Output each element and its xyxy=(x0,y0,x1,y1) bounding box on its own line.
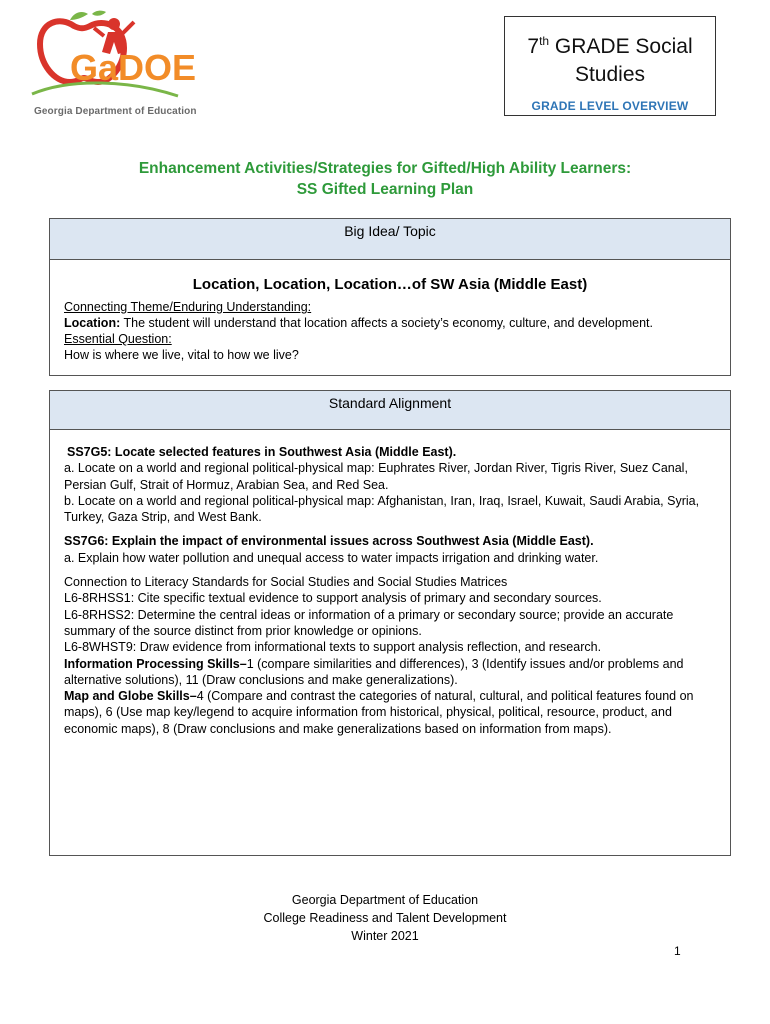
grade-subtitle: GRADE LEVEL OVERVIEW xyxy=(531,99,689,113)
heading-line-1: Enhancement Activities/Strategies for Gifted/High Ability Learners: xyxy=(138,160,632,177)
page-number: 1 xyxy=(674,944,681,958)
standard-g5 xyxy=(64,444,716,525)
standard-alignment-body xyxy=(50,444,730,737)
literacy-rhss2: L6-8RHSS2: Determine the central ideas or information of a primary or secondary source; provide an accurate summary of the source distinct from prior knowledge or opinions. xyxy=(64,607,674,638)
footer-line-3: Winter 2021 xyxy=(351,929,419,943)
info-processing-label: Information Processing Skills– xyxy=(64,656,247,671)
standard-alignment-box xyxy=(49,390,731,856)
logo-text: GaDOE xyxy=(70,47,197,88)
map-globe-text: 4 (Compare and contrast the categories of natural, cultural, and political features found on maps), 6 (Use map key/legend to acquire information from historical, physical, political, resource, product, and economic maps), 8 (Draw conclusions and make generalizations based on information from maps). xyxy=(64,689,694,736)
literacy-connections xyxy=(64,574,716,737)
footer-line-1: Georgia Department of Education xyxy=(291,893,479,907)
heading-line-2: SS Gifted Learning Plan xyxy=(296,181,474,198)
logo-caption: Georgia Department of Education xyxy=(34,106,197,117)
grade-level-box xyxy=(504,16,716,116)
big-idea-header: Big Idea/ Topic xyxy=(50,219,730,260)
standard-alignment-header: Standard Alignment xyxy=(50,391,730,430)
standard-g5-a: a. Locate on a world and regional political-physical map: Euphrates River, Jordan River, Tigris River, Suez Canal, Persian Gulf, Strait of Hormuz, Arabian Sea, and Red Sea. xyxy=(64,461,688,492)
map-globe-label: Map and Globe Skills– xyxy=(64,689,197,704)
big-idea-body xyxy=(50,299,730,363)
location-text: The student will understand that location affects a society’s economy, culture, and development. xyxy=(120,316,653,330)
standard-g6-title: SS7G6: Explain the impact of environmental issues across Southwest Asia (Middle East). xyxy=(64,534,594,549)
standard-g5-b: b. Locate on a world and regional political-physical map: Afghanistan, Iran, Iraq, Israel, Kuwait, Saudi Arabia, Syria, Turkey, Gaza Strip, and West Bank. xyxy=(64,493,700,525)
grade-number: 7 xyxy=(527,35,540,58)
grade-subject: GRADE Social Studies xyxy=(549,35,693,86)
essential-question-text: How is where we live, vital to how we live? xyxy=(64,348,299,362)
location-statement xyxy=(64,315,716,331)
footer-line-2: College Readiness and Talent Development xyxy=(263,911,507,925)
grade-ordinal: th xyxy=(539,34,550,48)
essential-question-label: Essential Question: xyxy=(64,332,172,346)
theme-label: Connecting Theme/Enduring Understanding: xyxy=(64,300,312,314)
literacy-rhss1: L6-8RHSS1: Cite specific textual evidence to support analysis of primary and secondary sources. xyxy=(64,591,602,606)
literacy-whst9: L6-8WHST9: Draw evidence from informational texts to support analysis reflection, and research. xyxy=(64,640,602,655)
topic-title: Location, Location, Location…of SW Asia (Middle East) xyxy=(192,276,588,293)
page-heading xyxy=(0,158,770,200)
grade-title xyxy=(505,27,715,89)
literacy-intro: Connection to Literacy Standards for Social Studies and Social Studies Matrices xyxy=(64,575,508,590)
standard-g6 xyxy=(64,533,716,566)
big-idea-box xyxy=(49,218,731,376)
standard-g5-title: SS7G5: Locate selected features in Southwest Asia (Middle East). xyxy=(67,445,457,459)
standard-g6-a: a. Explain how water pollution and unequal access to water impacts irrigation and drinking water. xyxy=(64,550,599,565)
info-processing-text: 1 (compare similarities and differences), 3 (Identify issues and/or problems and alternative solutions), 11 (Draw conclusions and make generalizations). xyxy=(64,656,684,687)
page-footer xyxy=(0,891,770,945)
location-label: Location: xyxy=(64,316,121,330)
